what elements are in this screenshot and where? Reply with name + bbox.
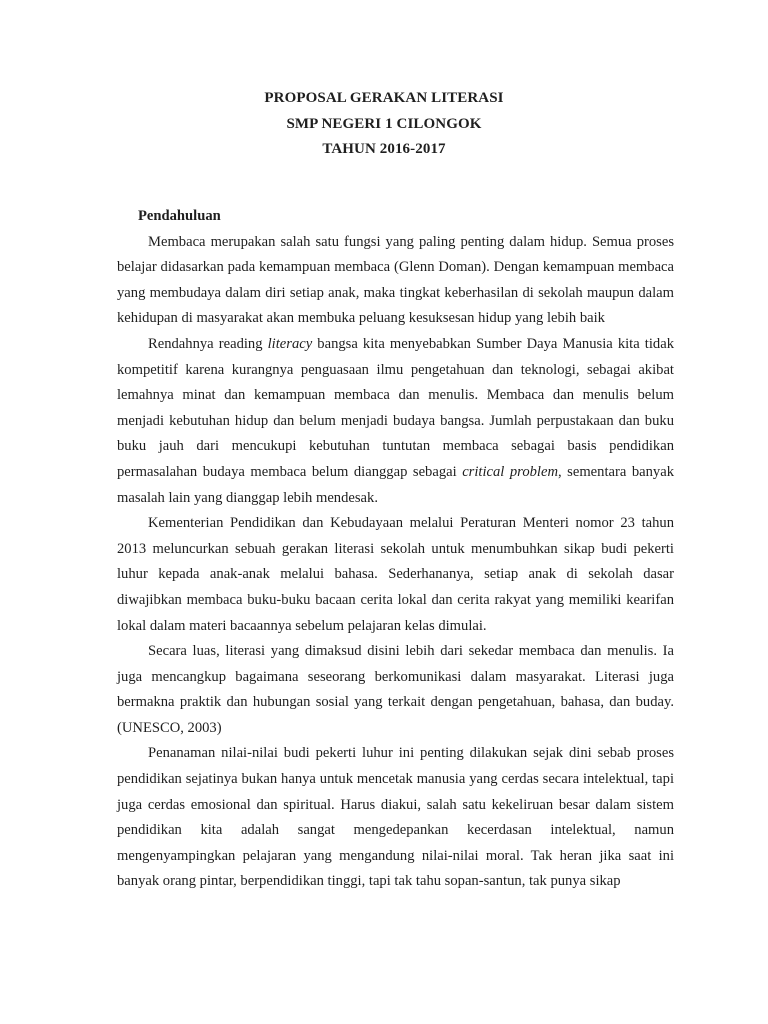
section-heading-pendahuluan: Pendahuluan (138, 208, 221, 224)
document-title (0, 86, 768, 163)
paragraph-2-emphasis-literacy: literacy (267, 335, 313, 352)
paragraph-1: Membaca merupakan salah satu fungsi yang paling penting dalam hidup. Semua proses belajar didasarkan pada kemampuan membaca (Glenn Doman). Dengan kemampuan membaca yang membudaya dalam diri setiap anak, maka tingkat keberhasilan di sekolah maupun dalam kehidupan di masyarakat akan membuka peluang kesuksesan hidup yang lebih baik (117, 233, 674, 327)
paragraph-2 (117, 332, 674, 511)
paragraph-2-emphasis-critical-problem: critical problem (462, 463, 558, 480)
paragraph-5: Penanaman nilai-nilai budi pekerti luhur ini penting dilakukan sejak dini sebab proses pendidikan sejatinya bukan hanya untuk mencetak manusia yang cerdas secara intelektual, tapi juga cerdas emosional dan spiritual. Harus diakui, salah satu kekeliruan besar dalam sistem pendidikan kita adalah sangat mengedepankan kecerdasan intelektual, namun mengenyampingkan pelajaran yang mengandung nilai-nilai moral. Tak heran jika saat ini banyak orang pintar, berpendidikan tinggi, tapi tak tahu sopan-santun, tak punya sikap (117, 745, 674, 890)
document-body (117, 204, 674, 895)
title-line-3: TAHUN 2016-2017 (322, 141, 446, 157)
paragraph-2-part-b: bangsa kita menyebabkan Sumber Daya Manusia kita tidak kompetitif karena kurangnya penguasaan ilmu pengetahuan dan teknologi, sebagai akibat lemahnya minat dan kemampuan membaca dan menulis. Membaca dan menulis belum menjadi kebutuhan hidup dan belum menjadi budaya bangsa. Jumlah perpustakaan dan buku buku jauh dari mencukupi kebutuhan tuntutan membaca sebagai basis pendidikan permasalahan budaya membaca belum dianggap sebagai (117, 335, 674, 480)
paragraph-2-part-a: Rendahnya reading (148, 335, 268, 352)
title-line-2: SMP NEGERI 1 CILONGOK (286, 115, 482, 132)
paragraph-4: Secara luas, literasi yang dimaksud disini lebih dari sekedar membaca dan menulis. Ia juga mencangkup bagaimana seseorang berkomunikasi dalam masyarakat. Literasi juga bermakna praktik dan hubungan sosial yang terkait dengan pengetahuan, bahasa, dan buday. (UNESCO, 2003) (117, 643, 674, 736)
title-line-1: PROPOSAL GERAKAN LITERASI (264, 90, 504, 106)
paragraph-2-part-c: , sementara banyak masalah lain yang dianggap lebih mendesak. (117, 463, 674, 506)
paragraph-3: Kementerian Pendidikan dan Kebudayaan melalui Peraturan Menteri nomor 23 tahun 2013 meluncurkan sebuah gerakan literasi sekolah untuk menumbuhkan sikap budi pekerti luhur kepada anak-anak melalui bahasa. Sederhananya, setiap anak di sekolah dasar diwajibkan membaca buku-buku bacaan cerita lokal dan cerita rakyat yang memiliki kearifan lokal dalam materi bacaannya sebelum pelajaran kelas dimulai. (117, 515, 674, 634)
